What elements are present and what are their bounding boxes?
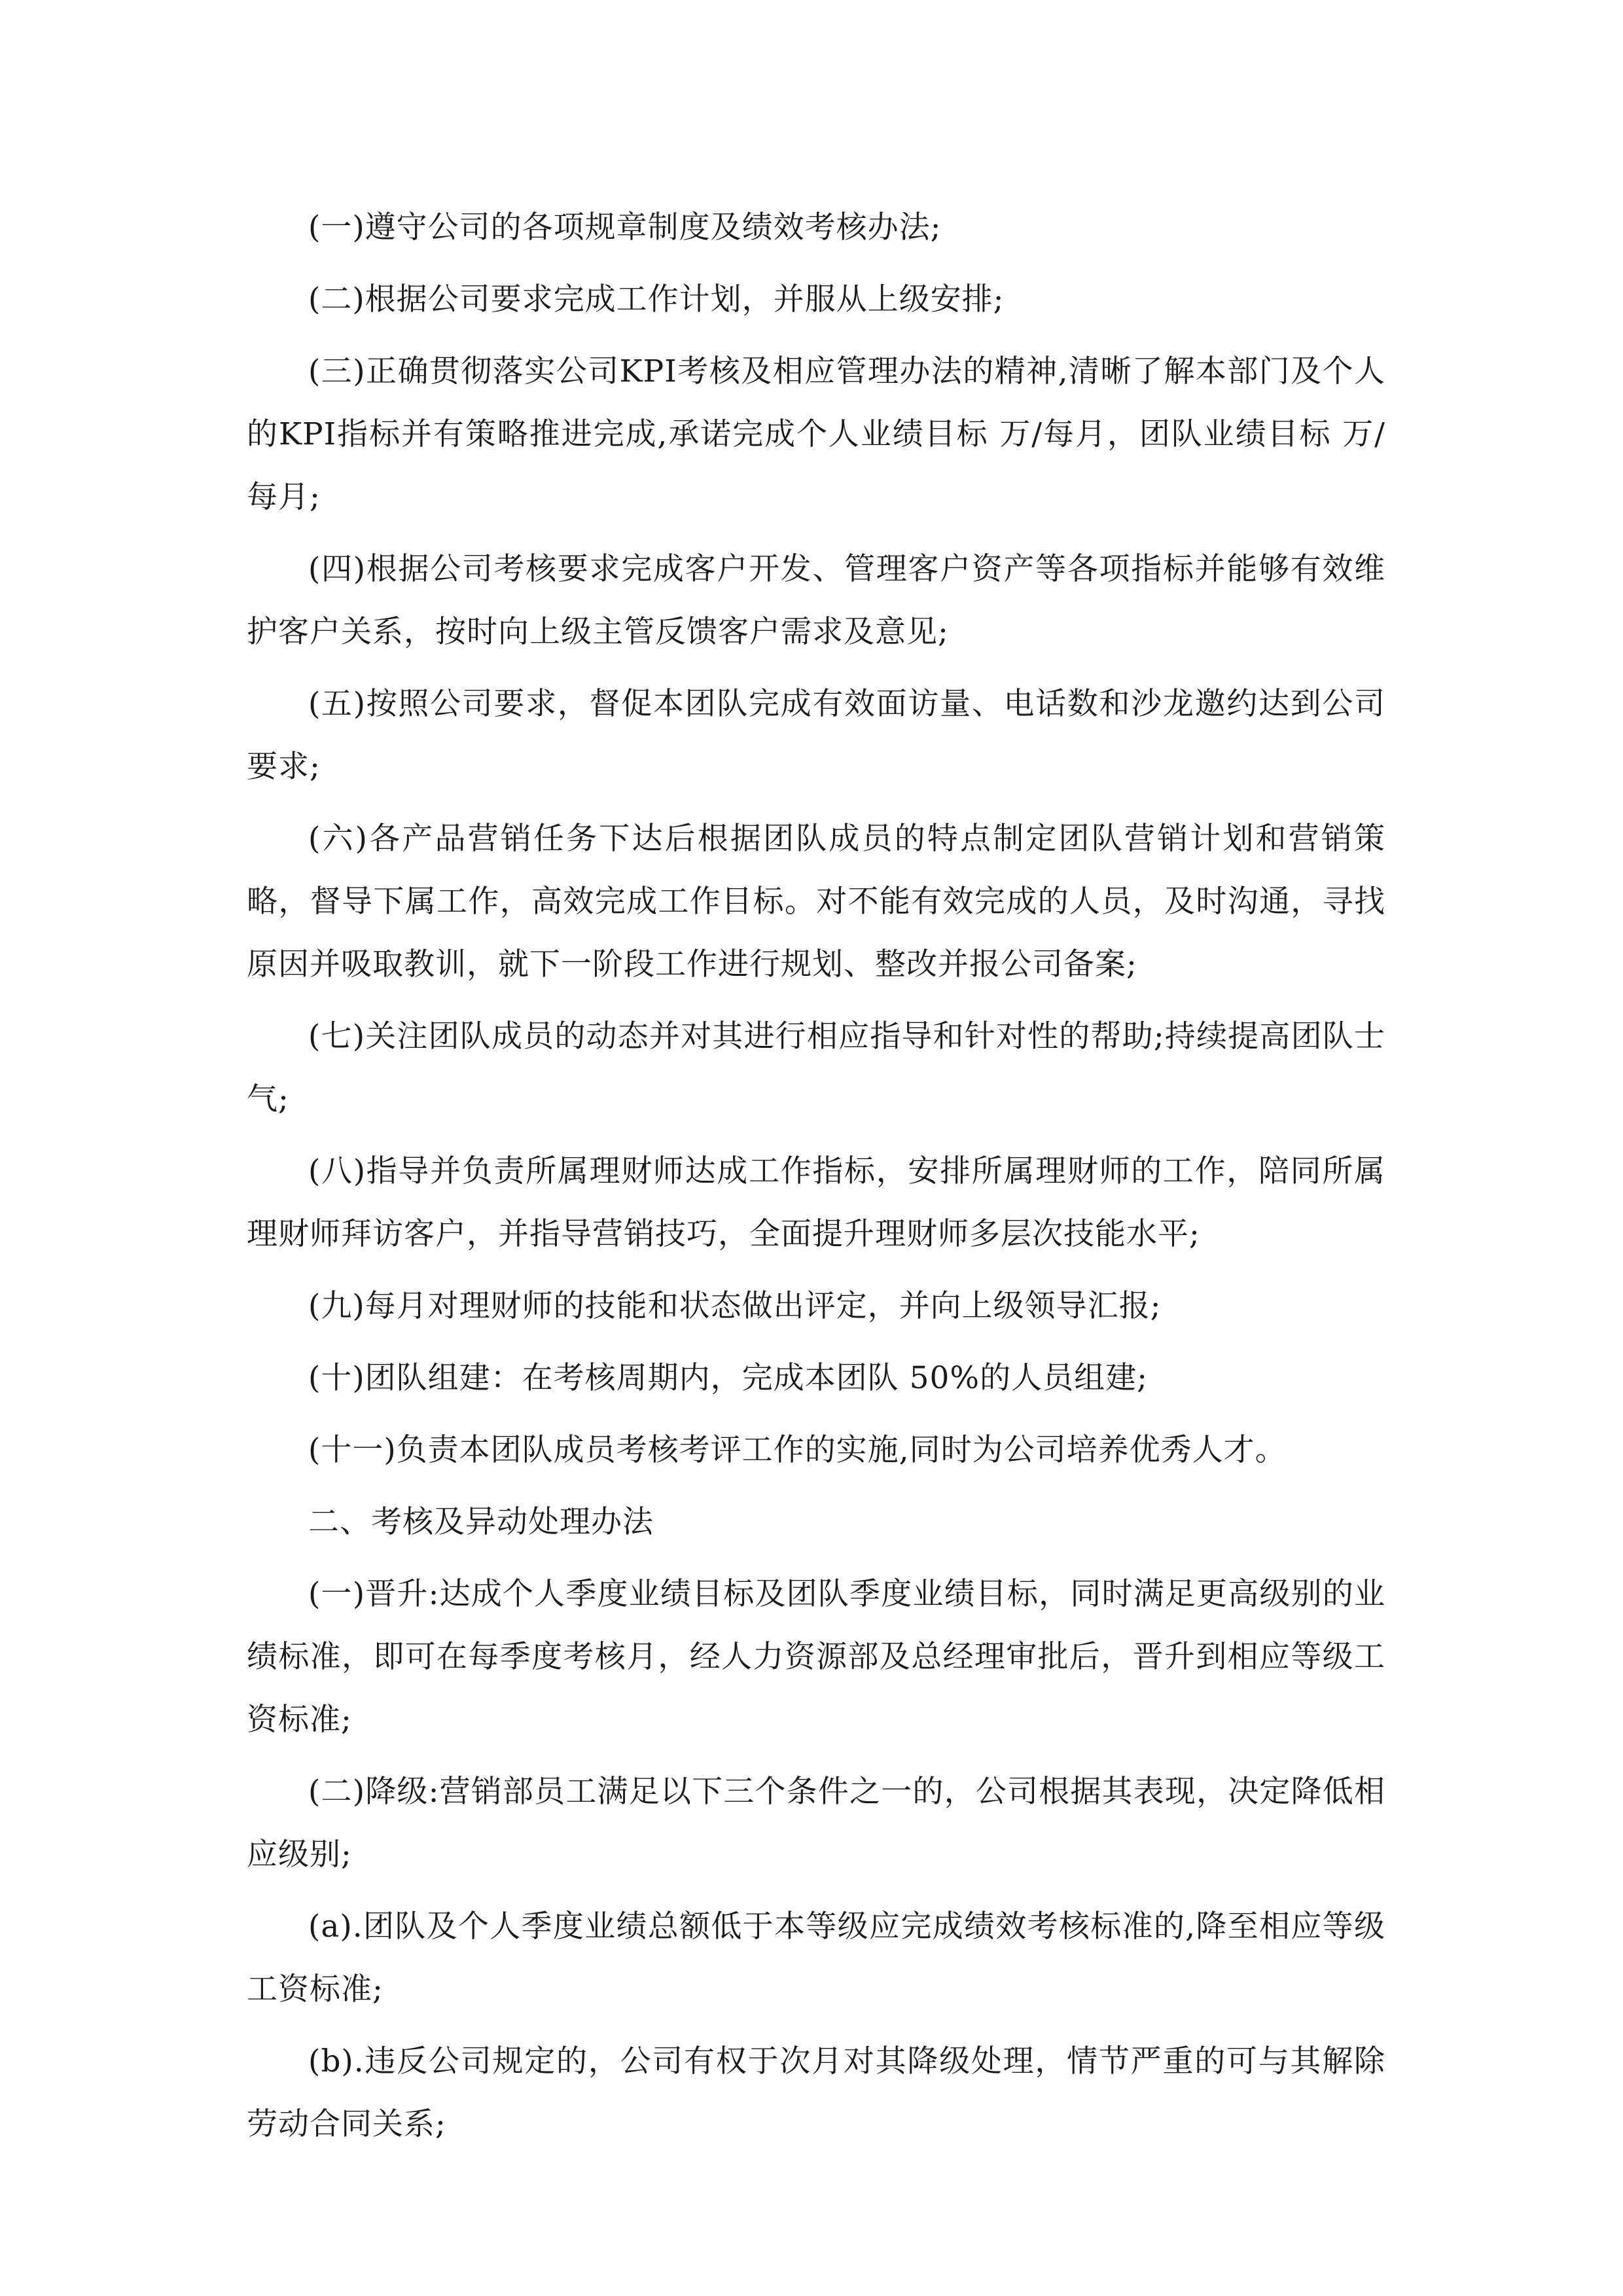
paragraph-1: (一)遵守公司的各项规章制度及绩效考核办法; [308, 209, 942, 245]
paragraph-4: (四)根据公司考核要求完成客户开发、管理客户资产等各项指标并能够有效维护客户关系，按时向上级主管反馈客户需求及意见; [247, 551, 1385, 650]
paragraph-14: (二)降级:营销部员工满足以下三个条件之一的，公司根据其表现，决定降低相应级别; [247, 1774, 1385, 1873]
paragraph-13: (一)晋升:达成个人季度业绩目标及团队季度业绩目标，同时满足更高级别的业绩标准，即可在每季度考核月，经人力资源部及总经理审批后，晋升到相应等级工资标准; [247, 1576, 1385, 1738]
paragraph-9: (九)每月对理财师的技能和状态做出评定，并向上级领导汇报; [308, 1288, 1162, 1324]
paragraph-5: (五)按照公司要求，督促本团队完成有效面访量、电话数和沙龙邀约达到公司要求; [247, 686, 1385, 785]
paragraph-16: (b).违反公司规定的，公司有权于次月对其降级处理，情节严重的可与其解除劳动合同关系; [247, 2043, 1385, 2142]
paragraph-11: (十一)负责本团队成员考核考评工作的实施,同时为公司培养优秀人才。 [308, 1432, 1287, 1468]
paragraph-7: (七)关注团队成员的动态并对其进行相应指导和针对性的帮助;持续提高团队士气; [247, 1018, 1385, 1117]
paragraph-8: (八)指导并负责所属理财师达成工作指标，安排所属理财师的工作，陪同所属理财师拜访客户，并指导营销技巧，全面提升理财师多层次技能水平; [247, 1153, 1385, 1252]
paragraph-15: (a).团队及个人季度业绩总额低于本等级应完成绩效考核标准的,降至相应等级工资标准; [247, 1909, 1385, 2007]
paragraph-2: (二)根据公司要求完成工作计划，并服从上级安排; [308, 281, 1005, 317]
document-body [247, 196, 1385, 2165]
section-heading-2: 二、考核及异动处理办法 [308, 1504, 654, 1540]
paragraph-3: (三)正确贯彻落实公司KPI考核及相应管理办法的精神,清晰了解本部门及个人的KPI指标并有策略推进完成,承诺完成个人业绩目标 万/每月，团队业绩目标 万/每月; [247, 353, 1385, 515]
paragraph-6: (六)各产品营销任务下达后根据团队成员的特点制定团队营销计划和营销策略，督导下属工作，高效完成工作目标。对不能有效完成的人员，及时沟通，寻找原因并吸取教训，就下一阶段工作进行规划、整改并报公司备案; [247, 821, 1385, 982]
paragraph-10: (十)团队组建：在考核周期内，完成本团队 50%的人员组建; [308, 1360, 1148, 1396]
